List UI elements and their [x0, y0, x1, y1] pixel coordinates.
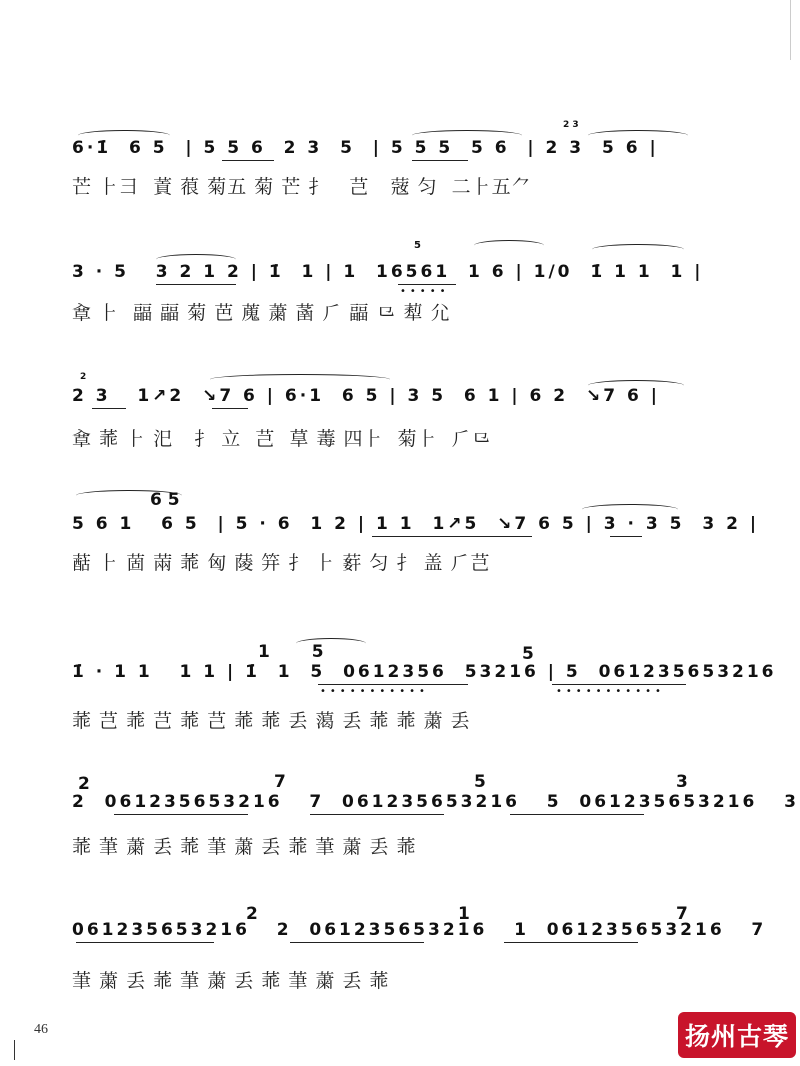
dots: •••••: [400, 286, 450, 297]
underline: [372, 536, 532, 537]
upper-note: 2: [246, 904, 258, 924]
slur: [210, 374, 390, 385]
jianzi-line: 䓙 芑 䓙 芑 䓙 芑 䓙 䓙 丢 䔽 丢 䓙 䓙 䔥 丢: [72, 710, 471, 732]
jianpu-line: 5 6 1 6 5 | 5 · 6 1 2 | 1 1 1↗5 ↘7 6 5 | 3 · 3 5 3 2 |: [72, 514, 760, 534]
grace-note: 2: [80, 372, 87, 382]
dots: •••••••••••: [556, 686, 665, 697]
upper-note: 7: [676, 904, 688, 924]
jianzi-line: 䔯 ⺊ 䓢 䓣 䓙 匈 䔖 笄 扌 ⺊ 䓸 匀 扌 盖 ⺁芑: [72, 552, 491, 574]
jianzi-line: 芒 ⺊⺕ 䔈 䓳 菊五 菊 芒 扌 芑 䓻 匀 二⺊五⺈: [72, 176, 532, 198]
underline: [76, 942, 214, 943]
watermark-logo: [678, 1012, 796, 1058]
upper-note: 7: [274, 772, 286, 792]
upper-note: 6 5: [150, 490, 180, 510]
jianpu-line: 3 · 5 3 2 1 2 | 1̇ 1 | 1 16561 1 6 | 1/0 1̇ 1 1 1 |: [72, 262, 704, 282]
jianpu-line: 061235653216 2 061235653216 1 061235653216 7: [72, 920, 767, 940]
slur: [296, 638, 366, 649]
jianzi-line: 䓙 茟 䔥 丢 䓙 茟 䔥 丢 䓙 茟 䔥 丢 䓙: [72, 836, 417, 858]
upper-note: 3: [676, 772, 688, 792]
logo-text: 扬州古琴: [684, 1022, 789, 1051]
slur: [592, 244, 684, 255]
underline: [398, 284, 456, 285]
underline: [290, 942, 424, 943]
underline: [318, 684, 468, 685]
underline: [92, 408, 126, 409]
underline: [310, 814, 444, 815]
slur: [474, 240, 544, 251]
underline: [222, 160, 274, 161]
jianpu-line: 2 061235653216 7 061235653216 5 061235653216 3: [72, 792, 799, 812]
underline: [412, 160, 468, 161]
jianzi-line: 茟 䔥 丢 䓙 茟 䔥 丢 䓙 茟 䔥 丢 䓙: [72, 970, 390, 992]
underline: [504, 942, 638, 943]
page-number: 46: [34, 1022, 48, 1037]
underline: [510, 814, 644, 815]
upper-note: 1: [458, 904, 470, 924]
underline: [610, 536, 642, 537]
jianpu-line: 1̇ · 1 1 1 1 | 1̇ 1 5 0612356 53216 | 5 061235653216: [72, 662, 777, 682]
underline: [156, 284, 236, 285]
margin-mark: [14, 1040, 15, 1060]
jianpu-line: 6·1̇ 6 5 | 5 5 6 2 3 5 | 5 5 5 5 6 | 2 3 5 6 |: [72, 138, 659, 158]
upper-note: 5: [522, 644, 534, 664]
upper-note: 1 5: [258, 642, 342, 662]
underline: [212, 408, 248, 409]
jianpu-line: 2 3 1↗2 ↘7 6 | 6·1 6 5 | 3 5 6 1 | 6 2 ↘7 6 |: [72, 386, 660, 406]
underline: [114, 814, 248, 815]
grace-note: 2 3: [563, 120, 579, 130]
upper-note: 5: [474, 772, 486, 792]
upper-note: 2: [78, 774, 90, 794]
jianzi-line: 䓥 䓙 ⺊ 汜 扌 立 芑 䓍 䓯 四⺊ 菊⺊ ⺁⺋: [72, 428, 492, 450]
upper-note: 5: [414, 240, 421, 251]
margin-mark: [790, 0, 791, 60]
slur: [76, 490, 182, 501]
jianzi-line: 䓥 ⺊ 㽬 㽬 菊 芭 䕇 䔥 䓿 ⺁ 㽬 ⺋ 䔣 ⺏: [72, 302, 451, 324]
underline: [552, 684, 686, 685]
dots: •••••••••••: [320, 686, 429, 697]
